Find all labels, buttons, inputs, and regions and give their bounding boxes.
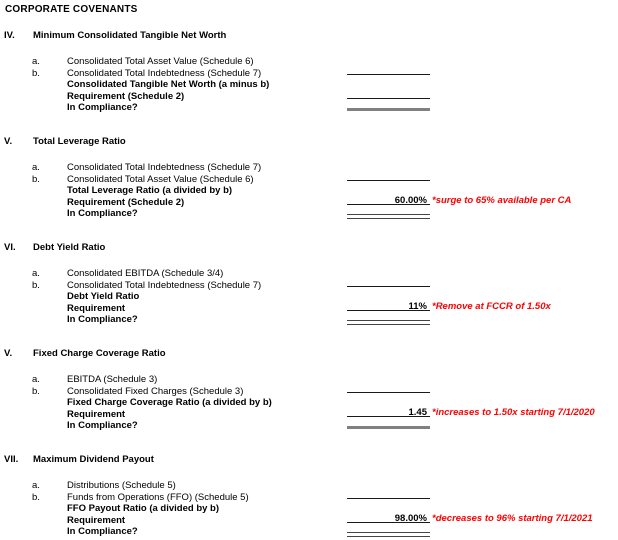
- row-requirement: [0, 300, 618, 314]
- requirement-underline: [347, 204, 430, 205]
- row-letter: b.: [32, 173, 40, 185]
- row-item-a: [0, 56, 618, 67]
- row-item-b: [0, 280, 618, 291]
- row-requirement: [0, 91, 618, 102]
- row-label: Funds from Operations (FFO) (Schedule 5): [67, 491, 249, 503]
- compliance-underline: [347, 426, 430, 429]
- section-title: Fixed Charge Coverage Ratio: [33, 348, 166, 359]
- compliance-underline: [347, 214, 430, 219]
- requirement-value: 11%: [408, 300, 427, 312]
- row-requirement: [0, 406, 618, 420]
- row-label: In Compliance?: [67, 314, 138, 325]
- section-title: Debt Yield Ratio: [33, 242, 106, 253]
- row-item-a: [0, 162, 618, 173]
- row-label: Total Leverage Ratio (a divided by b): [67, 185, 233, 196]
- row-item-b: [0, 492, 618, 503]
- row-letter: a.: [32, 162, 40, 173]
- requirement-underline: [347, 310, 430, 311]
- row-requirement: [0, 194, 618, 208]
- row-letter: b.: [32, 385, 40, 397]
- subtotal-underline: [347, 180, 430, 181]
- row-label: Consolidated EBITDA (Schedule 3/4): [67, 268, 224, 279]
- row-label: Consolidated Total Asset Value (Schedule 6): [67, 173, 254, 185]
- row-label: In Compliance?: [67, 420, 138, 431]
- section-title: Minimum Consolidated Tangible Net Worth: [33, 30, 227, 41]
- section-numeral: V.: [4, 136, 13, 147]
- row-letter: a.: [32, 374, 40, 385]
- requirement-underline: [347, 522, 430, 523]
- row-item-b: [0, 68, 618, 79]
- section-numeral: V.: [4, 348, 13, 359]
- row-label: EBITDA (Schedule 3): [67, 374, 158, 385]
- requirement-underline: [347, 416, 430, 417]
- section-fixed-charge-coverage-ratio: [0, 348, 618, 454]
- row-item-a: [0, 480, 618, 491]
- row-label: Fixed Charge Coverage Ratio (a divided by b): [67, 397, 272, 408]
- page-title: CORPORATE COVENANTS: [5, 4, 138, 15]
- row-label: Consolidated Total Asset Value (Schedule 6): [67, 56, 254, 67]
- row-in-compliance: [0, 314, 618, 325]
- row-requirement: [0, 512, 618, 526]
- subtotal-underline: [347, 286, 430, 287]
- requirement-note: *Remove at FCCR of 1.50x: [432, 300, 551, 312]
- row-in-compliance: [0, 526, 618, 537]
- section-numeral: VII.: [4, 454, 19, 465]
- subtotal-underline: [347, 392, 430, 393]
- row-label: Distributions (Schedule 5): [67, 480, 176, 491]
- section-numeral: IV.: [4, 30, 15, 41]
- section-title: Total Leverage Ratio: [33, 136, 126, 147]
- section-title: Maximum Dividend Payout: [33, 454, 154, 465]
- row-label: In Compliance?: [67, 526, 138, 537]
- section-minimum-consolidated-tangible-net-worth: [0, 30, 618, 136]
- row-label: Requirement (Schedule 2): [67, 90, 185, 102]
- requirement-note: *increases to 1.50x starting 7/1/2020: [432, 406, 595, 418]
- compliance-underline: [347, 108, 430, 111]
- row-letter: a.: [32, 480, 40, 491]
- row-letter: b.: [32, 279, 40, 291]
- row-label: In Compliance?: [67, 102, 138, 113]
- requirement-note: *surge to 65% available per CA: [432, 194, 572, 206]
- row-letter: a.: [32, 56, 40, 67]
- row-letter: a.: [32, 268, 40, 279]
- compliance-underline: [347, 532, 430, 537]
- row-label: Consolidated Fixed Charges (Schedule 3): [67, 385, 244, 397]
- row-in-compliance: [0, 420, 618, 431]
- section-debt-yield-ratio: [0, 242, 618, 348]
- row-calculated-ratio: [0, 79, 618, 90]
- row-item-b: [0, 386, 618, 397]
- row-in-compliance: [0, 102, 618, 113]
- row-item-a: [0, 268, 618, 279]
- requirement-underline: [347, 98, 430, 99]
- row-label: Consolidated Total Indebtedness (Schedule 7): [67, 67, 262, 79]
- row-label: Requirement: [67, 302, 126, 314]
- requirement-value: 98.00%: [394, 512, 427, 524]
- row-label: Consolidated Total Indebtedness (Schedule 7): [67, 162, 262, 173]
- row-in-compliance: [0, 208, 618, 219]
- row-label: Consolidated Total Indebtedness (Schedule 7): [67, 279, 262, 291]
- row-label: Requirement (Schedule 2): [67, 196, 185, 208]
- section-total-leverage-ratio: [0, 136, 618, 242]
- row-label: Requirement: [67, 408, 126, 420]
- row-letter: b.: [32, 491, 40, 503]
- row-label: Requirement: [67, 514, 126, 526]
- compliance-underline: [347, 320, 430, 325]
- requirement-value: 60.00%: [394, 194, 427, 206]
- section-maximum-dividend-payout: [0, 454, 618, 540]
- row-label: In Compliance?: [67, 208, 138, 219]
- requirement-value: 1.45: [408, 406, 427, 418]
- requirement-note: *decreases to 96% starting 7/1/2021: [432, 512, 593, 524]
- subtotal-underline: [347, 74, 430, 75]
- section-numeral: VI.: [4, 242, 16, 253]
- row-item-b: [0, 174, 618, 185]
- row-item-a: [0, 374, 618, 385]
- row-label: Debt Yield Ratio: [67, 291, 140, 302]
- row-label: FFO Payout Ratio (a divided by b): [67, 503, 220, 514]
- subtotal-underline: [347, 498, 430, 499]
- row-label: Consolidated Tangible Net Worth (a minus b): [67, 79, 270, 90]
- row-letter: b.: [32, 67, 40, 79]
